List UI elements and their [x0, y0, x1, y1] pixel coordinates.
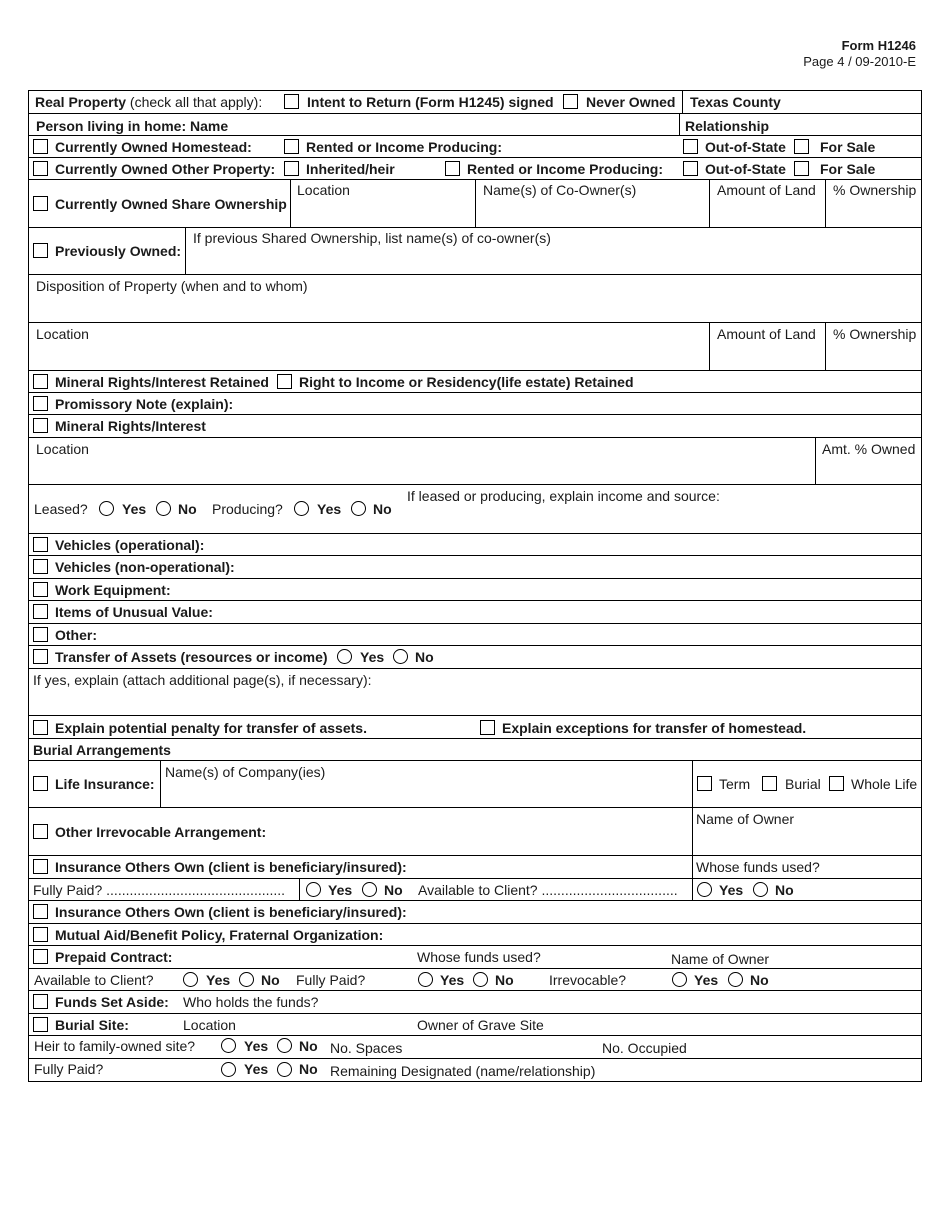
mineral-retained-checkbox[interactable]	[33, 374, 48, 389]
disposition-amount-of-land-label: Amount of Land	[717, 326, 816, 342]
term-label: Term	[719, 776, 751, 792]
promissory-label: Promissory Note (explain):	[55, 396, 234, 412]
prepaid-irrevocable-yes-label: Yes	[694, 972, 719, 988]
insurance-paid-row	[29, 879, 921, 901]
burial-paid-no-radio[interactable]	[277, 1062, 292, 1077]
prepaid-available-no-radio[interactable]	[239, 972, 254, 987]
penalty-checkbox[interactable]	[33, 720, 48, 735]
insurance-others-row-2	[29, 901, 921, 924]
other-out-of-state-label: Out-of-State	[705, 161, 786, 177]
homestead-out-of-state-label: Out-of-State	[705, 139, 786, 155]
unusual-value-checkbox[interactable]	[33, 604, 48, 619]
homestead-for-sale-checkbox[interactable]	[794, 139, 809, 154]
mineral-rights-row	[29, 415, 921, 438]
life-insurance-row	[29, 761, 921, 808]
exceptions-checkbox[interactable]	[480, 720, 495, 735]
burial-site-label: Burial Site:	[55, 1017, 129, 1033]
prepaid-status-row	[29, 969, 921, 991]
burial-site-checkbox[interactable]	[33, 1017, 48, 1032]
form-header	[803, 38, 916, 70]
page-info: Page 4 / 09-2010-E	[803, 54, 916, 69]
burial-heading-row	[29, 739, 921, 761]
transfer-no-label: No	[415, 649, 434, 665]
disposition-row	[29, 275, 921, 323]
burial-site-location-label: Location	[183, 1017, 236, 1033]
inherited-label: Inherited/heir	[306, 161, 395, 177]
burial-fully-paid-label: Fully Paid?	[34, 1061, 104, 1077]
never-owned-checkbox[interactable]	[563, 94, 578, 109]
leased-no-radio[interactable]	[156, 501, 171, 516]
transfer-yes-radio[interactable]	[337, 649, 352, 664]
insurance-available-yes-radio[interactable]	[697, 882, 712, 897]
irrevocable-owner-label: Name of Owner	[696, 811, 795, 827]
real-property-label: Real Property (check all that apply):	[35, 94, 263, 110]
share-amount-of-land-label: Amount of Land	[717, 182, 816, 198]
irrevocable-row	[29, 808, 921, 856]
transfer-no-radio[interactable]	[393, 649, 408, 664]
leased-yes-label: Yes	[122, 501, 147, 517]
intent-to-return-label: Intent to Return (Form H1245) signed	[307, 94, 554, 110]
homestead-label: Currently Owned Homestead:	[55, 139, 252, 155]
previously-owned-checkbox[interactable]	[33, 243, 48, 258]
irrevocable-checkbox[interactable]	[33, 824, 48, 839]
property-form	[28, 90, 922, 1082]
previously-owned-label: Previously Owned:	[55, 243, 182, 259]
other-rented-checkbox[interactable]	[445, 161, 460, 176]
burial-paid-no-label: No	[299, 1061, 318, 1077]
other-property-label: Currently Owned Other Property:	[55, 161, 276, 177]
prepaid-available-no-label: No	[261, 972, 280, 988]
irrevocable-label: Other Irrevocable Arrangement:	[55, 824, 267, 840]
vehicles-op-checkbox[interactable]	[33, 537, 48, 552]
insurance-available-no-radio[interactable]	[753, 882, 768, 897]
promissory-row	[29, 393, 921, 415]
prepaid-paid-yes-label: Yes	[440, 972, 465, 988]
leased-no-label: No	[178, 501, 197, 517]
mineral-rights-checkbox[interactable]	[33, 418, 48, 433]
insurance-available-label: Available to Client? ...................................	[418, 882, 678, 898]
burial-paid-yes-label: Yes	[244, 1061, 269, 1077]
exceptions-label: Explain exceptions for transfer of homestead.	[502, 720, 807, 736]
penalty-label: Explain potential penalty for transfer of assets.	[55, 720, 367, 736]
insurance-whose-funds-label: Whose funds used?	[696, 859, 820, 875]
insurance-available-yes-label: Yes	[719, 882, 744, 898]
prepaid-label: Prepaid Contract:	[55, 949, 173, 965]
work-equipment-checkbox[interactable]	[33, 582, 48, 597]
burial-heading: Burial Arrangements	[33, 742, 171, 758]
prepaid-irrevocable-yes-radio[interactable]	[672, 972, 687, 987]
heir-yes-radio[interactable]	[221, 1038, 236, 1053]
life-estate-checkbox[interactable]	[277, 374, 292, 389]
prepaid-paid-yes-radio[interactable]	[418, 972, 433, 987]
remaining-designated-label: Remaining Designated (name/relationship)	[330, 1063, 596, 1079]
heir-no-label: No	[299, 1038, 318, 1054]
heir-label: Heir to family-owned site?	[34, 1038, 196, 1054]
never-owned-label: Never Owned	[586, 94, 676, 110]
inherited-checkbox[interactable]	[284, 161, 299, 176]
transfer-explain-row	[29, 669, 921, 716]
other-checkbox[interactable]	[33, 627, 48, 642]
promissory-checkbox[interactable]	[33, 396, 48, 411]
prepaid-fully-paid-label: Fully Paid?	[296, 972, 366, 988]
heir-yes-label: Yes	[244, 1038, 269, 1054]
unusual-value-label: Items of Unusual Value:	[55, 604, 213, 620]
real-property-row	[29, 91, 921, 114]
mineral-location-label: Location	[36, 441, 89, 457]
other-for-sale-label: For Sale	[820, 161, 876, 177]
other-row	[29, 624, 921, 646]
insurance-paid-yes-radio[interactable]	[306, 882, 321, 897]
occupied-label: No. Occupied	[602, 1040, 687, 1056]
funds-who-holds-label: Who holds the funds?	[183, 994, 319, 1010]
mineral-rights-label: Mineral Rights/Interest	[55, 418, 206, 434]
relationship-label: Relationship	[685, 118, 770, 134]
homestead-row	[29, 136, 921, 158]
insurance-others-row-1	[29, 856, 921, 879]
homestead-for-sale-label: For Sale	[820, 139, 876, 155]
vehicles-op-row	[29, 534, 921, 556]
insurance-others-checkbox-2[interactable]	[33, 904, 48, 919]
amt-owned-label: Amt. % Owned	[822, 441, 916, 457]
burial-site-row	[29, 1014, 921, 1036]
insurance-available-no-label: No	[775, 882, 794, 898]
producing-no-label: No	[373, 501, 392, 517]
insurance-others-label-2: Insurance Others Own (client is beneficiary/insured):	[55, 904, 407, 920]
producing-yes-label: Yes	[317, 501, 342, 517]
prepaid-irrevocable-no-radio[interactable]	[728, 972, 743, 987]
vehicles-nonop-label: Vehicles (non-operational):	[55, 559, 235, 575]
homestead-rented-checkbox[interactable]	[284, 139, 299, 154]
whole-life-label: Whole Life	[851, 776, 918, 792]
heir-no-radio[interactable]	[277, 1038, 292, 1053]
mutual-aid-label: Mutual Aid/Benefit Policy, Fraternal Organization:	[55, 927, 384, 943]
heir-row	[29, 1036, 921, 1059]
insurance-paid-no-radio[interactable]	[362, 882, 377, 897]
share-ownership-checkbox[interactable]	[33, 196, 48, 211]
transfer-yes-label: Yes	[360, 649, 385, 665]
co-owners-label: Name(s) of Co-Owner(s)	[483, 182, 637, 198]
homestead-rented-label: Rented or Income Producing:	[306, 139, 503, 155]
term-checkbox[interactable]	[697, 776, 712, 791]
disposition-location-label: Location	[36, 326, 89, 342]
burial-paid-yes-radio[interactable]	[221, 1062, 236, 1077]
spaces-label: No. Spaces	[330, 1040, 403, 1056]
grave-owner-label: Owner of Grave Site	[417, 1017, 544, 1033]
prepaid-irrevocable-label: Irrevocable?	[549, 972, 627, 988]
funds-checkbox[interactable]	[33, 994, 48, 1009]
prepaid-checkbox[interactable]	[33, 949, 48, 964]
insurance-paid-no-label: No	[384, 882, 403, 898]
insurance-paid-yes-label: Yes	[328, 882, 353, 898]
mineral-location-row	[29, 438, 921, 485]
leased-yes-radio[interactable]	[99, 501, 114, 516]
texas-county-label: Texas County	[690, 94, 781, 110]
intent-to-return-checkbox[interactable]	[284, 94, 299, 109]
homestead-checkbox[interactable]	[33, 139, 48, 154]
insurance-others-checkbox-1[interactable]	[33, 859, 48, 874]
disposition-ownership-pct-label: % Ownership	[833, 326, 917, 342]
other-rented-label: Rented or Income Producing:	[467, 161, 664, 177]
prepaid-owner-label: Name of Owner	[671, 951, 770, 967]
leased-label: Leased?	[34, 501, 88, 517]
prepaid-available-label: Available to Client?	[34, 972, 154, 988]
life-insurance-label: Life Insurance:	[55, 776, 155, 792]
transfer-row	[29, 646, 921, 669]
previous-shared-note: If previous Shared Ownership, list name(s) of co-owner(s)	[193, 230, 551, 246]
transfer-explain-label: If yes, explain (attach additional page(s), if necessary):	[33, 672, 372, 688]
prepaid-paid-no-label: No	[495, 972, 514, 988]
other-property-row	[29, 158, 921, 180]
life-estate-label: Right to Income or Residency(life estate) Retained	[299, 374, 634, 390]
burial-checkbox[interactable]	[762, 776, 777, 791]
prepaid-available-yes-radio[interactable]	[183, 972, 198, 987]
work-equipment-row	[29, 579, 921, 601]
transfer-label: Transfer of Assets (resources or income)	[55, 649, 328, 665]
producing-label: Producing?	[212, 501, 283, 517]
other-property-checkbox[interactable]	[33, 161, 48, 176]
share-ownership-row	[29, 180, 921, 228]
share-ownership-pct-label: % Ownership	[833, 182, 917, 198]
companies-label: Name(s) of Company(ies)	[165, 764, 326, 780]
leased-producing-row	[29, 485, 921, 534]
prepaid-paid-no-radio[interactable]	[473, 972, 488, 987]
funds-label: Funds Set Aside:	[55, 994, 169, 1010]
work-equipment-label: Work Equipment:	[55, 582, 171, 598]
insurance-others-label-1: Insurance Others Own (client is beneficiary/insured):	[55, 859, 407, 875]
share-ownership-label: Currently Owned Share Ownership	[55, 196, 287, 212]
other-out-of-state-checkbox[interactable]	[683, 161, 698, 176]
whole-life-checkbox[interactable]	[829, 776, 844, 791]
share-location-label: Location	[297, 182, 350, 198]
prepaid-irrevocable-no-label: No	[750, 972, 769, 988]
other-label: Other:	[55, 627, 97, 643]
vehicles-op-label: Vehicles (operational):	[55, 537, 205, 553]
retained-row	[29, 371, 921, 393]
prepaid-row	[29, 946, 921, 969]
prepaid-whose-funds-label: Whose funds used?	[417, 949, 541, 965]
form-number: Form H1246	[841, 38, 916, 53]
previously-owned-row	[29, 228, 921, 275]
disposition-location-row	[29, 323, 921, 371]
insurance-fully-paid-label: Fully Paid? ..............................................	[33, 882, 286, 898]
disposition-label: Disposition of Property (when and to whom)	[36, 278, 308, 294]
producing-no-radio[interactable]	[351, 501, 366, 516]
other-for-sale-checkbox[interactable]	[794, 161, 809, 176]
burial-paid-row	[29, 1059, 921, 1081]
transfer-checkbox[interactable]	[33, 649, 48, 664]
vehicles-nonop-checkbox[interactable]	[33, 559, 48, 574]
producing-yes-radio[interactable]	[294, 501, 309, 516]
person-living-row	[29, 114, 921, 136]
prepaid-available-yes-label: Yes	[206, 972, 231, 988]
person-living-name-label: Person living in home: Name	[36, 118, 229, 134]
mineral-retained-label: Mineral Rights/Interest Retained	[55, 374, 269, 390]
penalty-row	[29, 716, 921, 739]
life-insurance-checkbox[interactable]	[33, 776, 48, 791]
unusual-value-row	[29, 601, 921, 624]
homestead-out-of-state-checkbox[interactable]	[683, 139, 698, 154]
vehicles-nonop-row	[29, 556, 921, 579]
leased-explain-label: If leased or producing, explain income and source:	[407, 488, 720, 504]
funds-row	[29, 991, 921, 1014]
burial-label: Burial	[785, 776, 821, 792]
mutual-aid-checkbox[interactable]	[33, 927, 48, 942]
mutual-aid-row	[29, 924, 921, 946]
